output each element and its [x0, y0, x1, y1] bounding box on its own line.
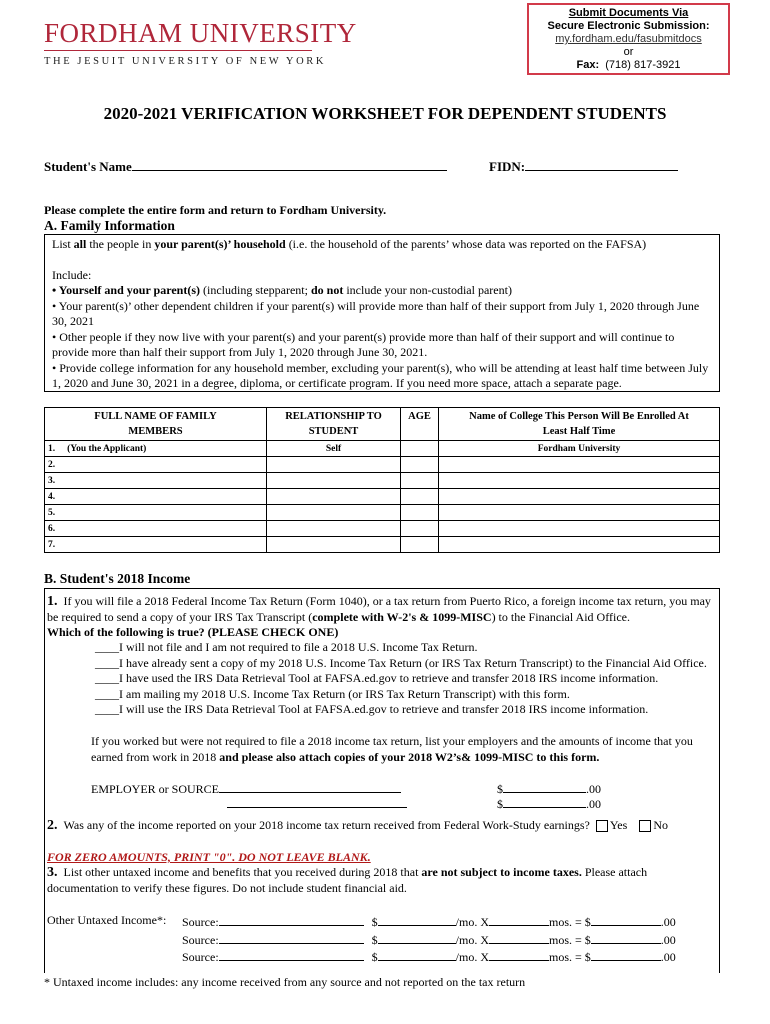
member-name-cell[interactable]: [45, 489, 267, 505]
age-cell[interactable]: [401, 537, 439, 553]
per-month-label: /mo. X: [455, 932, 489, 947]
age-cell[interactable]: [401, 473, 439, 489]
question-1: 1. If you will file a 2018 Federal Income Tax Return (Form 1040), or a tax return from Puerto Rico, a foreign income tax return, you may be required to send a copy of your IRS Tax Transcript (complete with W-2's & 1099-MISC) to the Financial Aid Office.: [47, 594, 711, 624]
table-row: [45, 521, 720, 537]
student-name-label: Student's Name: [44, 159, 132, 174]
table-row: [45, 505, 720, 521]
age-cell[interactable]: [401, 505, 439, 521]
college-cell[interactable]: [439, 489, 720, 505]
zero-amounts-note: FOR ZERO AMOUNTS, PRINT "0". DO NOT LEAVE BLANK.: [47, 850, 371, 864]
member-name: (You the Applicant): [67, 443, 147, 454]
age-cell[interactable]: [401, 489, 439, 505]
college-cell[interactable]: [439, 521, 720, 537]
college-cell[interactable]: [439, 505, 720, 521]
untaxed-row: [182, 913, 676, 931]
footnote: * Untaxed income includes: any income received from any source and not reported on the tax return: [44, 975, 526, 989]
table-header-row: [45, 408, 720, 441]
include-bullet-2: • Your parent(s)’ other dependent children if your parent(s) will provide more than half of their support from July 1, 2020 through June 30, 2021: [52, 298, 700, 328]
question-3: 3. List other untaxed income and benefits that you received during 2018 that are not subject to income taxes. Please attach documentation to verify these figures. Do not include student financial aid.: [47, 865, 648, 895]
monthly-amount-field[interactable]: [378, 948, 456, 961]
months-equals-label: mos. = $: [549, 950, 591, 964]
employer-field-1[interactable]: [219, 780, 401, 793]
dollar-sign: $: [371, 932, 378, 947]
member-name-cell[interactable]: [45, 521, 267, 537]
row-number: 2.: [48, 459, 56, 470]
source-label: Source:: [182, 950, 219, 964]
source-label: Source:: [182, 915, 219, 929]
per-month-label: /mo. X: [455, 950, 489, 964]
relationship-cell[interactable]: [267, 489, 401, 505]
amount-field-1[interactable]: [503, 780, 586, 793]
submit-or: or: [623, 46, 634, 58]
months-field[interactable]: [489, 948, 549, 961]
option-will-use-drt[interactable]: ____I will use the IRS Data Retrieval Tool at FAFSA.ed.gov to retrieve and transfer 2018 IRS income information.: [95, 702, 649, 716]
university-tagline: THE JESUIT UNIVERSITY OF NEW YORK: [44, 56, 327, 67]
relationship-cell[interactable]: [267, 473, 401, 489]
row-number: 6.: [48, 523, 56, 534]
months-field[interactable]: [489, 931, 549, 944]
total-field[interactable]: [591, 948, 661, 961]
dollar-sign: $: [371, 950, 378, 964]
monthly-amount-field[interactable]: [378, 913, 456, 926]
employer-row-2: [227, 795, 407, 813]
untaxed-label: Other Untaxed Income*:: [47, 913, 167, 927]
months-equals-label: mos. = $: [549, 915, 591, 929]
months-field[interactable]: [489, 913, 549, 926]
yes-label: Yes: [609, 818, 628, 832]
table-row: [45, 457, 720, 473]
option-already-sent[interactable]: ____I have already sent a copy of my 2018 U.S. Income Tax Return (or IRS Tax Return Transcript) to the Financial Aid Office.: [95, 655, 707, 670]
worked-instructions: If you worked but were not required to file a 2018 income tax return, list your employers and the amounts of income that you earned from work in 2018 and please also attach copies of your 2018 W2’s& 1099-MISC to this form.: [91, 734, 693, 764]
amount-row-2: $ .00: [497, 797, 601, 811]
months-equals-label: mos. = $: [549, 932, 591, 947]
total-field[interactable]: [591, 913, 661, 926]
include-bullet-3: • Other people if they now live with your parent(s) and your parent(s) provide more than half of their support and will continue to provide more than half their support from July 1, 2020 through June 30, 2021.: [52, 329, 675, 359]
college-cell[interactable]: Fordham University: [439, 441, 720, 457]
table-row: [45, 537, 720, 553]
table-row: [45, 441, 720, 457]
family-intro: List all the people in your parent(s)’ household (i.e. the household of the parents’ whose data was reported on the FAFSA): [52, 237, 647, 251]
section-b-heading: B. Student's 2018 Income: [44, 571, 191, 586]
per-month-label: /mo. X: [455, 915, 489, 929]
student-name-field[interactable]: [132, 158, 447, 171]
section-a-heading: A. Family Information: [44, 218, 175, 233]
source-field[interactable]: [219, 948, 364, 961]
employer-label: EMPLOYER or SOURCE: [91, 782, 220, 796]
member-name-cell[interactable]: [45, 457, 267, 473]
col-full-name: FULL NAME OF FAMILY MEMBERS: [45, 408, 267, 441]
source-field[interactable]: [219, 931, 364, 944]
monthly-amount-field[interactable]: [378, 931, 456, 944]
untaxed-row: [182, 948, 676, 966]
instruction-text: Please complete the entire form and return to Fordham University.: [44, 203, 387, 217]
row-number: 1.: [48, 443, 56, 454]
university-logo: FORDHAM UNIVERSITY: [44, 18, 357, 48]
col-relationship: RELATIONSHIP TO STUDENT: [267, 408, 401, 441]
member-name-cell[interactable]: [45, 441, 267, 457]
member-name-cell[interactable]: [45, 537, 267, 553]
col-age: AGE: [401, 408, 439, 441]
fidn-row: [489, 158, 678, 176]
submit-title: Submit Documents Via: [568, 7, 689, 19]
no-checkbox[interactable]: [639, 820, 651, 832]
logo-divider: [44, 50, 312, 51]
include-bullet-1: • Yourself and your parent(s) (including stepparent; do not include your non-custodial parent): [52, 283, 512, 297]
family-info-box: [44, 234, 720, 392]
which-true-label: Which of the following is true? (PLEASE CHECK ONE): [47, 625, 339, 639]
cents-label: .00: [660, 950, 676, 964]
source-field[interactable]: [219, 913, 364, 926]
total-field[interactable]: [591, 931, 661, 944]
untaxed-rows: [182, 913, 676, 966]
member-name-cell[interactable]: [45, 473, 267, 489]
amount-field-2[interactable]: [503, 795, 586, 808]
college-cell[interactable]: [439, 457, 720, 473]
fidn-field[interactable]: [525, 158, 678, 171]
row-number: 4.: [48, 491, 56, 502]
college-cell[interactable]: [439, 537, 720, 553]
relationship-cell[interactable]: Self: [267, 441, 401, 457]
include-bullet-4: • Provide college information for any household member, excluding your parent(s), who will be attending at least half time between July 1, 2020 and June 30, 2021 in a degree, diploma, or certificate program. If you need more space, attach a separate page.: [52, 360, 709, 390]
col-college: Name of College This Person Will Be Enrolled At Least Half Time: [439, 408, 720, 441]
employer-field-2[interactable]: [227, 795, 407, 808]
row-number: 3.: [48, 475, 56, 486]
submit-method: Secure Electronic Submission:: [547, 20, 710, 32]
option-used-drt[interactable]: ____I have used the IRS Data Retrieval Tool at FAFSA.ed.gov to retrieve and transfer 2018 IRS income information.: [95, 671, 659, 685]
student-name-row: [44, 158, 447, 176]
option-mailing[interactable]: ____I am mailing my 2018 U.S. Income Tax Return (or IRS Tax Return Transcript) with this form.: [95, 686, 570, 701]
fax-label: Fax:: [576, 59, 600, 71]
age-cell[interactable]: [401, 521, 439, 537]
option-not-filing[interactable]: ____I will not file and I am not required to file a 2018 U.S. Income Tax Return.: [95, 640, 478, 654]
relationship-cell[interactable]: [267, 457, 401, 473]
amount-row-1: $ .00: [497, 782, 601, 796]
dollar-sign: $: [371, 915, 378, 929]
age-cell[interactable]: [401, 441, 439, 457]
table-row: [45, 473, 720, 489]
cents-label: .00: [660, 915, 676, 929]
family-members-table: [44, 407, 720, 553]
untaxed-row: [182, 931, 676, 949]
row-number: 5.: [48, 507, 56, 518]
college-cell[interactable]: [439, 473, 720, 489]
cents-label: .00: [660, 932, 676, 947]
question-2: 2. Was any of the income reported on your 2018 income tax return received from Federal Work-Study earnings? Yes No: [47, 818, 668, 833]
option-list: [95, 640, 707, 718]
member-name-cell[interactable]: [45, 505, 267, 521]
fax-number: (718) 817-3921: [605, 59, 681, 71]
relationship-cell[interactable]: [267, 521, 401, 537]
submit-link[interactable]: my.fordham.edu/fasubmitdocs: [555, 33, 702, 45]
age-cell[interactable]: [401, 457, 439, 473]
relationship-cell[interactable]: [267, 505, 401, 521]
page-title: 2020-2021 VERIFICATION WORKSHEET FOR DEPENDENT STUDENTS: [103, 104, 667, 123]
table-row: [45, 489, 720, 505]
submit-documents-box: [527, 3, 730, 75]
include-label: Include:: [52, 267, 92, 282]
source-label: Source:: [182, 932, 219, 947]
relationship-cell[interactable]: [267, 537, 401, 553]
row-number: 7.: [48, 539, 56, 550]
fidn-label: FIDN:: [489, 159, 526, 174]
yes-checkbox[interactable]: [596, 820, 608, 832]
no-label: No: [653, 818, 668, 832]
